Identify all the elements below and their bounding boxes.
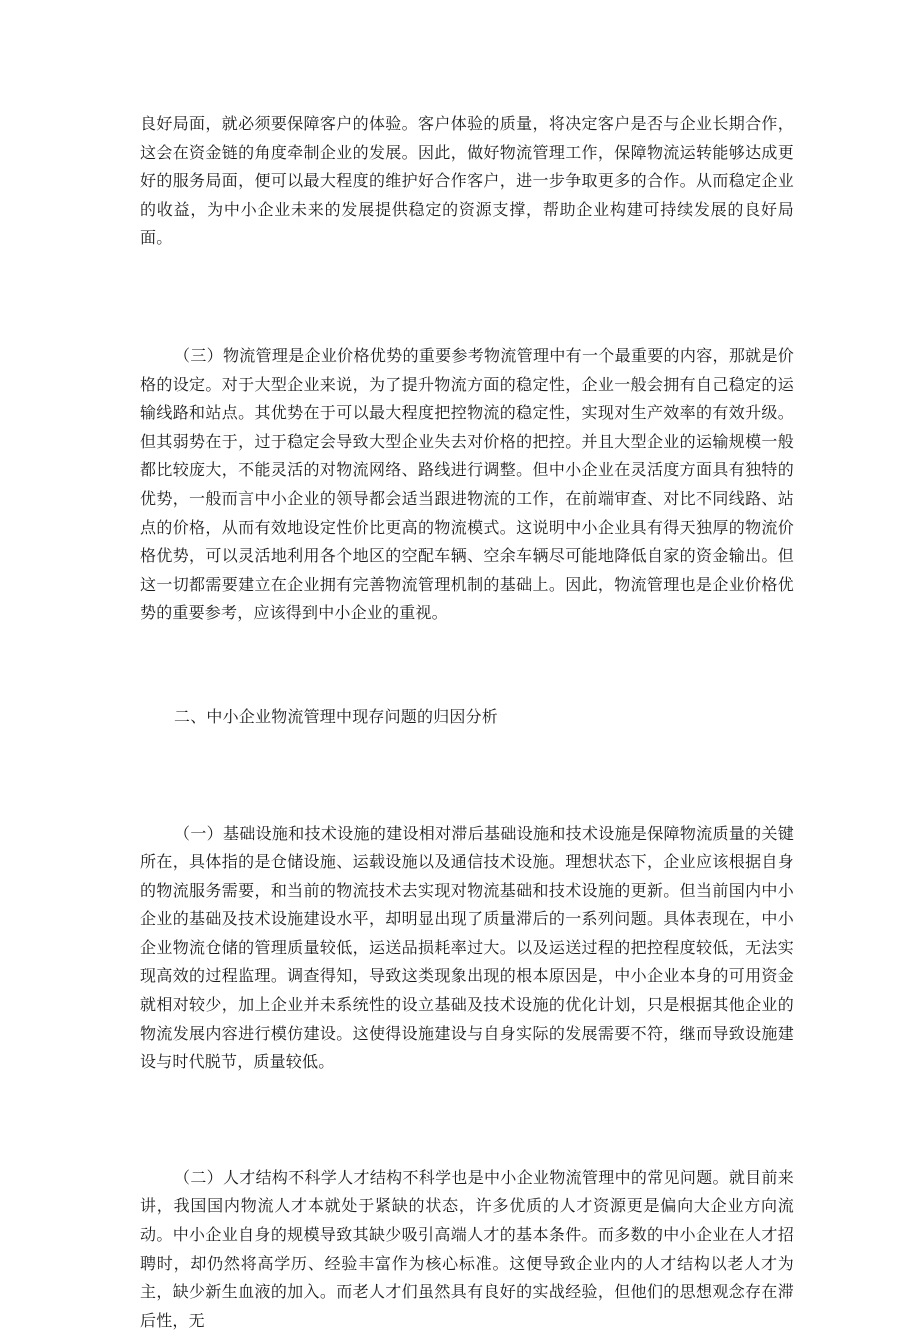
paragraph-continuation: 良好局面，就必须要保障客户的体验。客户体验的质量，将决定客户是否与企业长期合作，这会在资金链的角度牵制企业的发展。因此，做好物流管理工作，保障物流运转能够达成更好的服务局面，便可以最大程度的维护好合作客户，进一步争取更多的合作。从而稳定企业的收益，为中小企业未来的发展提供稳定的资源支撑，帮助企业构建可持续发展的良好局面。 (140, 114, 794, 248)
paragraph-price-advantage: （三）物流管理是企业价格优势的重要参考物流管理中有一个最重要的内容，那就是价格的设定。对于大型企业来说，为了提升物流方面的稳定性，企业一般会拥有自己稳定的运输线路和站点。其优势在于可以最大程度把控物流的稳定性，实现对生产效率的有效升级。但其弱势在于，过于稳定会导致大型企业失去对价格的把控。并且大型企业的运输规模一般都比较庞大，不能灵活的对物流网络、路线进行调整。但中小企业在灵活度方面具有独特的优势，一般而言中小企业的领导都会适当跟进物流的工作，在前端审查、对比不同线路、站点的价格，从而有效地设定性价比更高的物流模式。这说明中小企业具有得天独厚的物流价格优势，可以灵活地利用各个地区的空配车辆、空余车辆尽可能地降低自家的资金输出。但这一切都需要建立在企业拥有完善物流管理机制的基础上。因此，物流管理也是企业价格优势的重要参考，应该得到中小企业的重视。 (140, 345, 794, 623)
document-page (140, 110, 794, 1335)
paragraph-gap (140, 628, 794, 703)
paragraph-gap (140, 732, 794, 820)
paragraph-gap (140, 1077, 794, 1164)
section-heading: 二、中小企业物流管理中现存问题的归因分析 (174, 706, 499, 726)
paragraph-infrastructure: （一）基础设施和技术设施的建设相对滞后基础设施和技术设施是保障物流质量的关键所在，具体指的是仓储设施、运载设施以及通信技术设施。理想状态下，企业应该根据自身的物流服务需要，和当前的物流技术去实现对物流基础和技术设施的更新。但当前国内中小企业的基础及技术设施建设水平，却明显出现了质量滞后的一系列问题。具体表现在，中小企业物流仓储的管理质量较低，运送品损耗率过大。以及运送过程的把控程度较低，无法实现高效的过程监理。调查得知，导致这类现象出现的根本原因是，中小企业本身的可用资金就相对较少，加上企业并未系统性的设立基础及技术设施的优化计划，只是根据其他企业的物流发展内容进行模仿建设。这使得设施建设与自身实际的发展需要不符，继而导致设施建设与时代脱节，质量较低。 (140, 823, 794, 1072)
paragraph-gap (140, 253, 794, 342)
paragraph-talent-structure: （二）人才结构不科学人才结构不科学也是中小企业物流管理中的常见问题。就目前来讲，我国国内物流人才本就处于紧缺的状态，许多优质的人才资源更是偏向大企业方向流动。中小企业自身的规模导致其缺少吸引高端人才的基本条件。而多数的中小企业在人才招聘时，却仍然将高学历、经验丰富作为核心标准。这便导致企业内的人才结构以老人才为主，缺少新生血液的加入。而老人才们虽然具有良好的实战经验，但他们的思想观念存在滞后性，无 (140, 1167, 794, 1330)
